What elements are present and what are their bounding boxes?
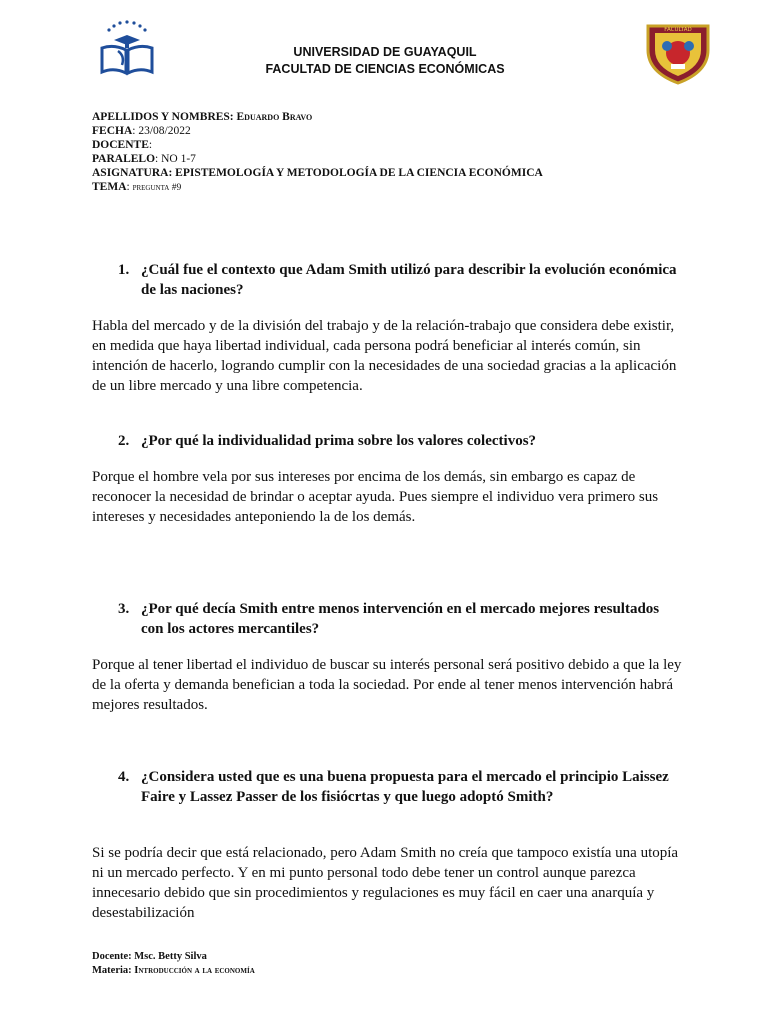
question-number: 3. — [118, 601, 130, 617]
date-value: : 23/08/2022 — [132, 125, 191, 137]
subject-label: ASIGNATURA: — [92, 167, 173, 179]
question-3 — [118, 599, 678, 639]
faculty-name: FACULTAD DE CIENCIAS ECONÓMICAS — [265, 62, 505, 76]
footer-subject-label: Materia: — [92, 965, 132, 976]
footer-subject-row — [92, 964, 592, 978]
faculty-shield-logo — [643, 20, 713, 85]
topic-value: pregunta #9 — [132, 183, 182, 193]
question-text: ¿Por qué decía Smith entre menos intervención en el mercado mejores resultados con los actores mercantiles? — [141, 601, 660, 637]
question-text: ¿Cuál fue el contexto que Adam Smith utilizó para describir la evolución económica de las naciones? — [141, 262, 677, 298]
shield-banner-text: FACULTAD — [664, 27, 692, 33]
parallel-row — [92, 152, 692, 166]
date-row — [92, 124, 692, 138]
document-header — [170, 44, 600, 78]
answer-2: Porque el hombre vela por sus intereses por encima de los demás, sin embargo es capaz de reconocer la necesidad de brindar o aceptar ayuda. Pues siempre el individuo vera primero sus intereses y necesidades anteponiendo la de los demás. — [92, 469, 659, 525]
question-2 — [118, 431, 678, 451]
names-label: APELLIDOS Y NOMBRES: — [92, 111, 234, 123]
university-name: UNIVERSIDAD DE GUAYAQUIL — [293, 45, 477, 59]
teacher-label: DOCENTE — [92, 139, 149, 151]
answer-1: Habla del mercado y de la división del trabajo y de la relación-trabajo que considera debe existir, en medida que haya libertad individual, cada persona podrá beneficiar al interés común, sin intención de hacerlo, logrando cumplir con la necesidades de una sociedad gracias a la aplicación de un libre mercado y una libre competencia. — [92, 318, 677, 394]
parallel-value: : NO 1-7 — [155, 153, 196, 165]
topic-colon: : — [126, 181, 130, 193]
teacher-value: : — [148, 139, 153, 151]
answer-4: Si se podría decir que está relacionado, pero Adam Smith no creía que tampoco existía una utopía ni un mercado perfecto. Y en mi punto personal todo debe tener un control aunque parezca innecesario debido que sin procedimientos y regulaciones es muy fácil en caer una anarquía y desestabilización — [92, 845, 679, 921]
question-1 — [118, 260, 678, 300]
question-number: 1. — [118, 262, 130, 278]
names-value: Eduardo Bravo — [236, 111, 313, 123]
answer-3: Porque al tener libertad el individuo de buscar su interés personal será positivo debido a que la ley de la oferta y demanda benefician a toda la sociedad. Por ende al tener menos intervención habrá mejores resultados. — [92, 657, 682, 713]
question-number: 4. — [118, 769, 130, 785]
topic-label: TEMA — [92, 181, 127, 193]
names-row — [92, 110, 692, 124]
footer-subject-value: Introducción a la economía — [134, 965, 255, 976]
document-footer — [92, 950, 592, 978]
subject-value: EPISTEMOLOGÍA Y METODOLOGÍA DE LA CIENCIA ECONÓMICA — [175, 167, 543, 179]
subject-row — [92, 166, 692, 180]
university-book-logo — [98, 18, 156, 78]
date-label: FECHA — [92, 125, 133, 137]
teacher-row — [92, 138, 692, 152]
question-text: ¿Considera usted que es una buena propuesta para el mercado el principio Laissez Faire y Lassez Passer de los fisiócrtas y que luego adoptó Smith? — [141, 769, 669, 805]
student-info — [92, 110, 692, 195]
parallel-label: PARALELO — [92, 153, 156, 165]
question-text: ¿Por qué la individualidad prima sobre los valores colectivos? — [141, 433, 537, 449]
topic-row — [92, 180, 692, 195]
question-4 — [118, 767, 678, 807]
question-number: 2. — [118, 433, 130, 449]
footer-teacher: Docente: Msc. Betty Silva — [92, 951, 207, 962]
